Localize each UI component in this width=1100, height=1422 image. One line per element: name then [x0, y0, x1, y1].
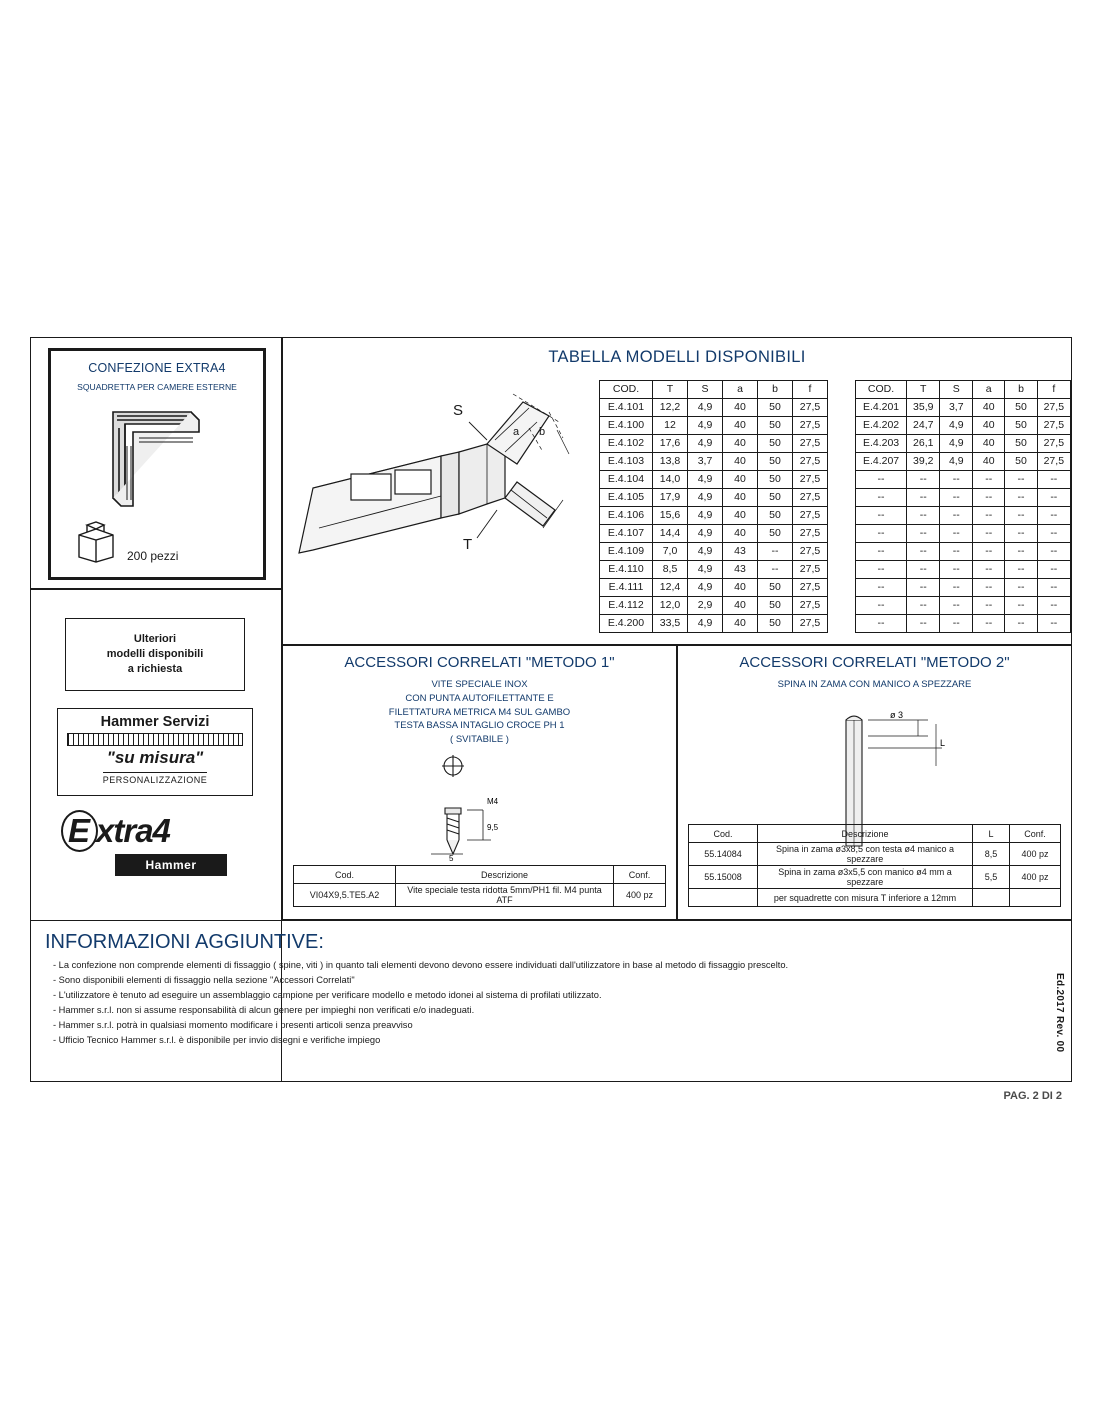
table-cell: 50 [758, 417, 793, 435]
table-cell: -- [1037, 489, 1070, 507]
accessory1-desc-line: VITE SPECIALE INOX [431, 679, 528, 690]
table-cell: -- [907, 579, 940, 597]
table-cell [689, 889, 758, 907]
table-cell: 50 [758, 435, 793, 453]
hammer-service-personalization: PERSONALIZZAZIONE [103, 772, 208, 785]
table-row [600, 525, 828, 543]
table-cell: 50 [1005, 453, 1037, 471]
table-cell: 24,7 [907, 417, 940, 435]
table-cell: -- [1037, 543, 1070, 561]
th-a: a [973, 381, 1005, 399]
table-cell: 27,5 [793, 543, 828, 561]
hammer-service-box [57, 708, 253, 796]
table-cell: 27,5 [793, 453, 828, 471]
table-cell: 12,0 [653, 597, 688, 615]
table-cell: -- [973, 471, 1005, 489]
table-cell: -- [973, 561, 1005, 579]
table-row [600, 453, 828, 471]
table-cell: -- [856, 525, 907, 543]
table-row [856, 507, 1071, 525]
table-cell: E.4.112 [600, 597, 653, 615]
table-cell: 4,9 [688, 417, 723, 435]
table-cell: 27,5 [793, 399, 828, 417]
models-table-left [599, 380, 828, 633]
table-row [856, 417, 1071, 435]
package-quantity-row [73, 521, 178, 563]
th-f: f [1037, 381, 1070, 399]
package-quantity: 200 pezzi [127, 549, 179, 563]
th-descrizione: Descrizione [396, 866, 614, 884]
table-cell: 4,9 [688, 471, 723, 489]
additional-info-title: INFORMAZIONI AGGIUNTIVE: [45, 931, 324, 953]
th-b: b [758, 381, 793, 399]
svg-text:M4: M4 [487, 797, 499, 806]
page-label: PAG. 2 DI 2 [1003, 1090, 1062, 1102]
table-cell: -- [940, 579, 973, 597]
models-table-panel [282, 337, 1072, 645]
drawing-label-b: b [539, 426, 546, 438]
table-cell: E.4.201 [856, 399, 907, 417]
th-cod: COD. [856, 381, 907, 399]
table-cell: 15,6 [653, 507, 688, 525]
table-cell: E.4.103 [600, 453, 653, 471]
table-cell: 40 [723, 399, 758, 417]
table-header-row [689, 825, 1061, 843]
table-cell: 27,5 [793, 435, 828, 453]
table-cell: -- [940, 507, 973, 525]
table-cell: -- [856, 489, 907, 507]
table-row [600, 435, 828, 453]
accessory1-description [283, 678, 676, 747]
table-cell: -- [1037, 579, 1070, 597]
table-cell: -- [1005, 507, 1037, 525]
corner-bracket-icon [95, 402, 207, 514]
table-cell: E.4.200 [600, 615, 653, 633]
table-cell: 400 pz [614, 884, 666, 907]
svg-text:ø 3: ø 3 [890, 710, 904, 720]
table-row [600, 561, 828, 579]
table-cell: -- [973, 525, 1005, 543]
table-row [600, 489, 828, 507]
additional-info-line: - L'utilizzatore è tenuto ad eseguire un assemblaggio campione per verificare modello e metodo idonei al sistema di profilati utilizzato. [53, 990, 602, 1001]
table-cell: 2,9 [688, 597, 723, 615]
table-cell: -- [907, 471, 940, 489]
table-cell: 12,4 [653, 579, 688, 597]
table-cell: -- [940, 471, 973, 489]
table-cell: -- [856, 597, 907, 615]
table-cell: 50 [758, 615, 793, 633]
table-cell: 50 [758, 489, 793, 507]
table-cell: 55.14084 [689, 843, 758, 866]
package-inner-frame [48, 348, 266, 580]
table-row [856, 615, 1071, 633]
th-conf: Conf. [614, 866, 666, 884]
th-l: L [973, 825, 1010, 843]
table-cell: 3,7 [688, 453, 723, 471]
table-cell: 40 [723, 525, 758, 543]
accessory1-table [293, 865, 666, 907]
package-panel [30, 337, 282, 589]
table-cell: -- [856, 615, 907, 633]
table-cell: -- [907, 615, 940, 633]
table-cell: 50 [758, 471, 793, 489]
table-cell: 400 pz [1010, 843, 1061, 866]
table-cell: 40 [723, 471, 758, 489]
table-cell: 27,5 [793, 489, 828, 507]
table-cell: 40 [723, 489, 758, 507]
accessory2-table [688, 824, 1061, 907]
additional-info-line: - Sono disponibili elementi di fissaggio nella sezione "Accessori Correlati" [53, 975, 355, 986]
table-cell: 4,9 [940, 453, 973, 471]
table-row [856, 471, 1071, 489]
extra-models-note-line3: a richiesta [127, 662, 183, 675]
extra4-logo-e: E [61, 810, 98, 852]
table-cell: 40 [723, 435, 758, 453]
table-cell: -- [856, 579, 907, 597]
extra4-logo [61, 810, 257, 900]
table-cell: 27,5 [1037, 453, 1070, 471]
table-cell: -- [973, 543, 1005, 561]
table-row [600, 471, 828, 489]
table-cell: 50 [758, 453, 793, 471]
table-cell: -- [940, 489, 973, 507]
th-cod: COD. [600, 381, 653, 399]
table-row [856, 543, 1071, 561]
table-cell: 40 [723, 597, 758, 615]
drawing-label-a: a [513, 426, 520, 438]
table-cell: -- [1005, 597, 1037, 615]
extra-models-note [65, 618, 245, 691]
table-cell: -- [940, 615, 973, 633]
table-cell: 50 [1005, 435, 1037, 453]
additional-info-list [53, 958, 1071, 1048]
table-row [294, 884, 666, 907]
table-cell: -- [1037, 561, 1070, 579]
table-cell: 4,9 [688, 507, 723, 525]
package-title: CONFEZIONE EXTRA4 [88, 361, 226, 375]
table-row [856, 489, 1071, 507]
cardboard-box-icon [73, 521, 119, 563]
table-cell: 40 [723, 507, 758, 525]
table-cell: 50 [758, 507, 793, 525]
additional-info-line: - Hammer s.r.l. non si assume responsabilità di alcun genere per impieghi non verificati e/o inadeguati. [53, 1005, 475, 1016]
table-cell: -- [1005, 561, 1037, 579]
table-cell: 43 [723, 543, 758, 561]
table-cell: -- [1037, 615, 1070, 633]
table-cell: -- [1037, 597, 1070, 615]
additional-info-line: - Ufficio Tecnico Hammer s.r.l. è disponibile per invio disegni e verifiche impiego [53, 1035, 381, 1046]
table-cell: 4,9 [688, 399, 723, 417]
table-row [600, 507, 828, 525]
table-cell: per squadrette con misura T inferiore a 12mm [758, 889, 973, 907]
table-row [856, 399, 1071, 417]
table-cell: 40 [973, 417, 1005, 435]
table-cell: 4,9 [688, 435, 723, 453]
table-cell: -- [1037, 525, 1070, 543]
svg-text:9,5: 9,5 [487, 823, 499, 832]
table-cell: -- [907, 597, 940, 615]
table-cell: 40 [723, 615, 758, 633]
table-row [856, 525, 1071, 543]
table-cell: 50 [1005, 417, 1037, 435]
table-header-row [600, 381, 828, 399]
accessory1-desc-line: TESTA BASSA INTAGLIO CROCE PH 1 [394, 720, 565, 732]
table-cell: E.4.107 [600, 525, 653, 543]
table-cell: 50 [1005, 399, 1037, 417]
table-cell: 7,0 [653, 543, 688, 561]
drawing-label-s: S [453, 402, 464, 419]
extra-models-note-line2: modelli disponibili [106, 648, 204, 661]
th-s: S [688, 381, 723, 399]
table-header-row [294, 866, 666, 884]
th-t: T [653, 381, 688, 399]
table-cell: -- [1005, 615, 1037, 633]
additional-info-panel [30, 920, 1072, 1082]
table-cell: E.4.101 [600, 399, 653, 417]
table-cell: E.4.100 [600, 417, 653, 435]
th-descrizione: Descrizione [758, 825, 973, 843]
table-cell: 50 [758, 399, 793, 417]
extra-models-note-line1: Ulteriori [133, 633, 177, 646]
table-cell: -- [940, 525, 973, 543]
table-row [600, 417, 828, 435]
table-cell: -- [907, 543, 940, 561]
table-cell: -- [907, 507, 940, 525]
table-cell: 26,1 [907, 435, 940, 453]
table-row [600, 579, 828, 597]
table-cell: 50 [758, 525, 793, 543]
table-cell: -- [856, 543, 907, 561]
svg-text:L: L [940, 738, 946, 748]
table-cell: 4,9 [688, 615, 723, 633]
table-cell: -- [758, 543, 793, 561]
table-row [689, 889, 1061, 907]
corner-bracket-illustration [67, 396, 247, 516]
table-cell: E.4.110 [600, 561, 653, 579]
table-cell: -- [973, 615, 1005, 633]
table-cell: 40 [973, 453, 1005, 471]
table-cell: -- [856, 561, 907, 579]
drawing-label-t: T [463, 536, 473, 553]
table-cell: -- [1005, 471, 1037, 489]
table-cell: 14,0 [653, 471, 688, 489]
table-cell: E.4.106 [600, 507, 653, 525]
table-cell: 27,5 [793, 615, 828, 633]
accessory-method2-panel [677, 645, 1072, 920]
table-cell: 4,9 [940, 417, 973, 435]
table-cell: 27,5 [793, 471, 828, 489]
table-cell: -- [907, 525, 940, 543]
table-cell: -- [973, 489, 1005, 507]
table-cell: 33,5 [653, 615, 688, 633]
table-cell: 55.15008 [689, 866, 758, 889]
revision-label: Ed.2017 Rev. 00 [1054, 973, 1065, 1053]
datasheet-page [30, 337, 1072, 1102]
table-cell: Spina in zama ø3x8,5 con testa ø4 manico a spezzare [758, 843, 973, 866]
table-cell: 13,8 [653, 453, 688, 471]
table-cell: 8,5 [973, 843, 1010, 866]
accessory1-desc-line: CON PUNTA AUTOFILETTANTE E [405, 692, 554, 704]
table-cell: 43 [723, 561, 758, 579]
table-cell: E.4.111 [600, 579, 653, 597]
extra4-logo-word: xtra4 [96, 812, 170, 849]
table-cell: 27,5 [1037, 435, 1070, 453]
technical-drawing [291, 378, 591, 633]
accessory2-desc-line: SPINA IN ZAMA CON MANICO A SPEZZARE [777, 679, 972, 690]
table-cell: -- [973, 579, 1005, 597]
table-cell: 35,9 [907, 399, 940, 417]
table-cell: 40 [723, 579, 758, 597]
models-table-right [855, 380, 1071, 633]
table-cell: 50 [758, 597, 793, 615]
table-row [600, 615, 828, 633]
table-cell: 40 [973, 399, 1005, 417]
table-cell: 27,5 [793, 561, 828, 579]
table-row [856, 435, 1071, 453]
accessory1-desc-line: FILETTATURA METRICA M4 SUL GAMBO [388, 706, 571, 718]
table-cell: 4,9 [688, 579, 723, 597]
th-a: a [723, 381, 758, 399]
table-row [689, 843, 1061, 866]
accessory2-description [678, 678, 1071, 692]
table-cell: -- [1005, 525, 1037, 543]
table-cell: 3,7 [940, 399, 973, 417]
table-cell: E.4.207 [856, 453, 907, 471]
table-cell: 8,5 [653, 561, 688, 579]
table-cell: Spina in zama ø3x5,5 con manico ø4 mm a spezzare [758, 866, 973, 889]
th-cod: Cod. [689, 825, 758, 843]
table-cell: 40 [723, 453, 758, 471]
table-cell: 27,5 [1037, 399, 1070, 417]
table-cell: -- [856, 471, 907, 489]
table-cell: E.4.105 [600, 489, 653, 507]
hammer-service-title: Hammer Servizi [100, 714, 210, 730]
table-cell: -- [1005, 579, 1037, 597]
table-cell: 27,5 [793, 417, 828, 435]
table-cell: 5,5 [973, 866, 1010, 889]
additional-info-line: - Hammer s.r.l. potrà in qualsiasi momento modificare i presenti articoli senza preavviso [53, 1020, 413, 1031]
table-cell: E.4.203 [856, 435, 907, 453]
table-header-row [856, 381, 1071, 399]
package-subtitle: SQUADRETTA PER CAMERE ESTERNE [77, 382, 237, 392]
models-table-title: TABELLA MODELLI DISPONIBILI [548, 348, 806, 366]
hammer-service-slogan: "su misura" [106, 748, 204, 767]
table-cell: -- [1037, 471, 1070, 489]
table-cell: 17,9 [653, 489, 688, 507]
table-row [600, 597, 828, 615]
table-cell: 4,9 [688, 489, 723, 507]
table-cell: -- [907, 561, 940, 579]
table-row [600, 543, 828, 561]
th-cod: Cod. [294, 866, 396, 884]
table-cell: -- [907, 489, 940, 507]
th-b: b [1005, 381, 1037, 399]
th-t: T [907, 381, 940, 399]
table-cell: -- [1005, 489, 1037, 507]
table-cell: 4,9 [688, 561, 723, 579]
screw-drawing [401, 754, 551, 867]
table-cell: VI04X9,5.TE5.A2 [294, 884, 396, 907]
table-cell: 4,9 [940, 435, 973, 453]
table-cell: E.4.102 [600, 435, 653, 453]
table-row [856, 561, 1071, 579]
table-cell: -- [973, 507, 1005, 525]
table-row [856, 579, 1071, 597]
table-cell: -- [1037, 507, 1070, 525]
ruler-icon [67, 733, 243, 746]
th-conf: Conf. [1010, 825, 1061, 843]
table-cell: 14,4 [653, 525, 688, 543]
accessory1-desc-line: ( SVITABILE ) [450, 734, 509, 746]
table-cell: E.4.104 [600, 471, 653, 489]
extra4-logo-text [61, 810, 257, 852]
table-cell [1010, 889, 1061, 907]
table-cell: Vite speciale testa ridotta 5mm/PH1 fil. M4 punta ATF [396, 884, 614, 907]
table-cell: 40 [973, 435, 1005, 453]
table-cell: 4,9 [688, 525, 723, 543]
table-cell: 17,6 [653, 435, 688, 453]
table-cell: 400 pz [1010, 866, 1061, 889]
table-cell: -- [940, 597, 973, 615]
table-cell: 27,5 [793, 579, 828, 597]
accessory1-title: ACCESSORI CORRELATI "METODO 1" [344, 654, 615, 671]
personalization-wrap [58, 768, 252, 788]
table-cell: -- [940, 543, 973, 561]
table-cell: 12 [653, 417, 688, 435]
additional-info-line: - La confezione non comprende elementi di fissaggio ( spine, viti ) in quanto tali elementi devono devono essere individuati dall'utilizzatore in base al metodo di fissaggio prescelto. [53, 960, 789, 970]
table-row [856, 453, 1071, 471]
table-cell: -- [758, 561, 793, 579]
table-cell [973, 889, 1010, 907]
hammer-brand-bar: Hammer [115, 854, 227, 876]
accessory-method1-panel [282, 645, 677, 920]
table-row [856, 597, 1071, 615]
accessory2-title: ACCESSORI CORRELATI "METODO 2" [739, 654, 1010, 671]
th-f: f [793, 381, 828, 399]
table-cell: E.4.109 [600, 543, 653, 561]
table-cell: 27,5 [793, 507, 828, 525]
table-cell: E.4.202 [856, 417, 907, 435]
table-row [600, 399, 828, 417]
table-cell: -- [973, 597, 1005, 615]
table-cell: -- [856, 507, 907, 525]
svg-text:5: 5 [449, 854, 454, 862]
table-cell: 40 [723, 417, 758, 435]
table-cell: 4,9 [688, 543, 723, 561]
table-cell: 27,5 [793, 597, 828, 615]
table-cell: 27,5 [793, 525, 828, 543]
table-cell: 50 [758, 579, 793, 597]
table-cell: -- [940, 561, 973, 579]
table-row [689, 866, 1061, 889]
table-cell: 12,2 [653, 399, 688, 417]
th-s: S [940, 381, 973, 399]
table-cell: 27,5 [1037, 417, 1070, 435]
table-cell: -- [1005, 543, 1037, 561]
table-cell: 39,2 [907, 453, 940, 471]
